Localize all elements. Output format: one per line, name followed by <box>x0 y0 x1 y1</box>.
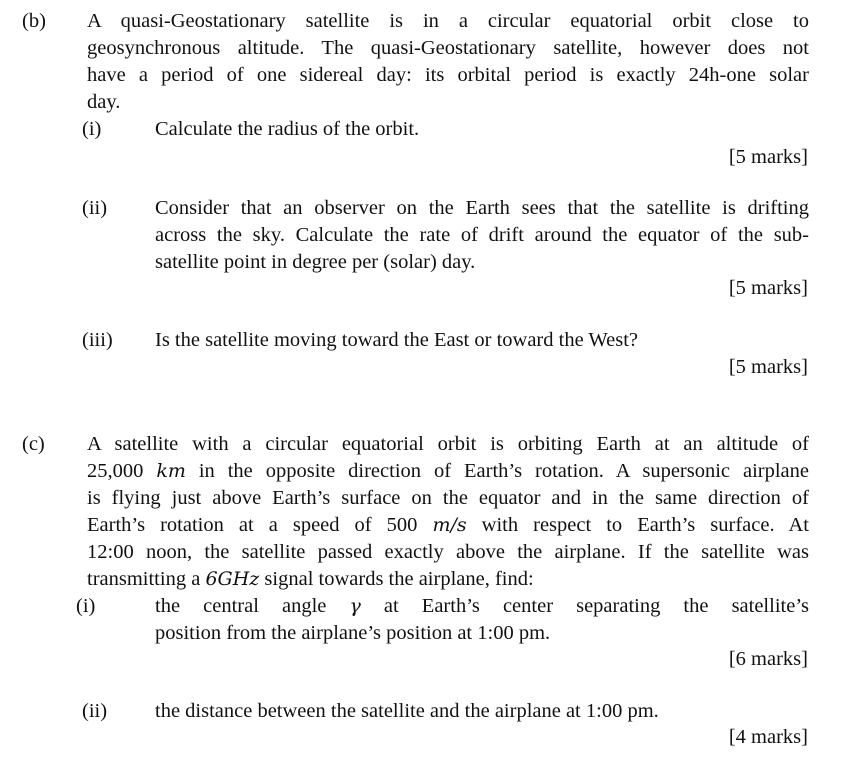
part-c-line-4-post: with respect to Earth’s surface. At <box>466 514 809 536</box>
part-b-i-label: (i) <box>82 118 102 140</box>
part-b-ii-line-1: Consider that an observer on the Earth sees that the satellite is drifting <box>155 197 809 219</box>
part-b-ii-question <box>155 195 809 276</box>
frequency-value: 6 <box>205 568 218 590</box>
part-c-line-4-pre: Earth’s rotation at a speed of <box>87 514 387 536</box>
frequency-unit: GHz <box>217 568 260 590</box>
part-b-ii-label: (ii) <box>82 197 108 219</box>
part-c-ii-question <box>155 698 809 725</box>
part-c-i-question <box>155 593 809 647</box>
part-c-i-line-1 <box>155 593 809 620</box>
part-b-ii-marks: [5 marks] <box>728 277 808 299</box>
part-b-iii-line-1: Is the satellite moving toward the East or toward the West? <box>155 329 639 351</box>
speed-value: 500 <box>386 514 433 536</box>
part-c-line-4 <box>87 512 809 539</box>
part-c-question <box>87 431 809 593</box>
altitude-unit: km <box>156 460 186 482</box>
part-b-line-2: geosynchronous altitude. The quasi-Geostationary satellite, however does not <box>87 37 809 59</box>
part-c-i-line-2: position from the airplane’s position at 1:00 pm. <box>155 622 551 644</box>
part-b-i-line-1: Calculate the radius of the orbit. <box>155 118 420 140</box>
part-c-line-2 <box>87 458 809 485</box>
part-c-line-1: A satellite with a circular equatorial orbit is orbiting Earth at an altitude of <box>87 433 809 455</box>
part-c-ii-line-1: the distance between the satellite and the airplane at 1:00 pm. <box>155 700 659 722</box>
part-b-iii-label: (iii) <box>82 329 113 351</box>
part-b-i-marks: [5 marks] <box>728 146 808 168</box>
part-c-line-5: 12:00 noon, the satellite passed exactly above the airplane. If the satellite was <box>87 541 809 563</box>
gamma-symbol: γ <box>349 595 361 617</box>
part-b-line-3: have a period of one sidereal day: its orbital period is exactly 24h-one solar <box>87 64 809 86</box>
part-b-line-1: A quasi-Geostationary satellite is in a circular equatorial orbit close to <box>87 10 809 32</box>
part-b-label: (b) <box>22 10 46 32</box>
part-c-i-line-1-pre: the central angle <box>155 595 350 617</box>
part-b-iii-question <box>155 327 809 354</box>
part-b-ii-line-2: across the sky. Calculate the rate of drift around the equator of the sub- <box>155 224 809 246</box>
speed-unit: m/s <box>432 514 467 536</box>
part-b-i-question <box>155 116 809 143</box>
part-c-line-3: is flying just above Earth’s surface on the equator and in the same direction of <box>87 487 809 509</box>
part-b-ii-line-3: satellite point in degree per (solar) day. <box>155 251 476 273</box>
part-b-iii-marks: [5 marks] <box>728 356 808 378</box>
part-c-i-label: (i) <box>76 595 96 617</box>
part-c-line-2-rest: in the opposite direction of Earth’s rotation. A supersonic airplane <box>185 460 810 482</box>
part-b-question <box>87 8 809 116</box>
part-b-line-4: day. <box>87 91 121 113</box>
part-c-i-line-1-post: at Earth’s center separating the satellite’s <box>360 595 809 617</box>
part-c-ii-label: (ii) <box>82 700 108 722</box>
part-c-line-6-pre: transmitting a <box>87 568 206 590</box>
part-c-line-6 <box>87 566 809 593</box>
part-c-label: (c) <box>22 433 45 455</box>
altitude-value: 25,000 <box>87 460 157 482</box>
part-c-ii-marks: [4 marks] <box>728 726 808 748</box>
part-c-line-6-post: signal towards the airplane, find: <box>259 568 534 590</box>
part-c-i-marks: [6 marks] <box>728 648 808 670</box>
